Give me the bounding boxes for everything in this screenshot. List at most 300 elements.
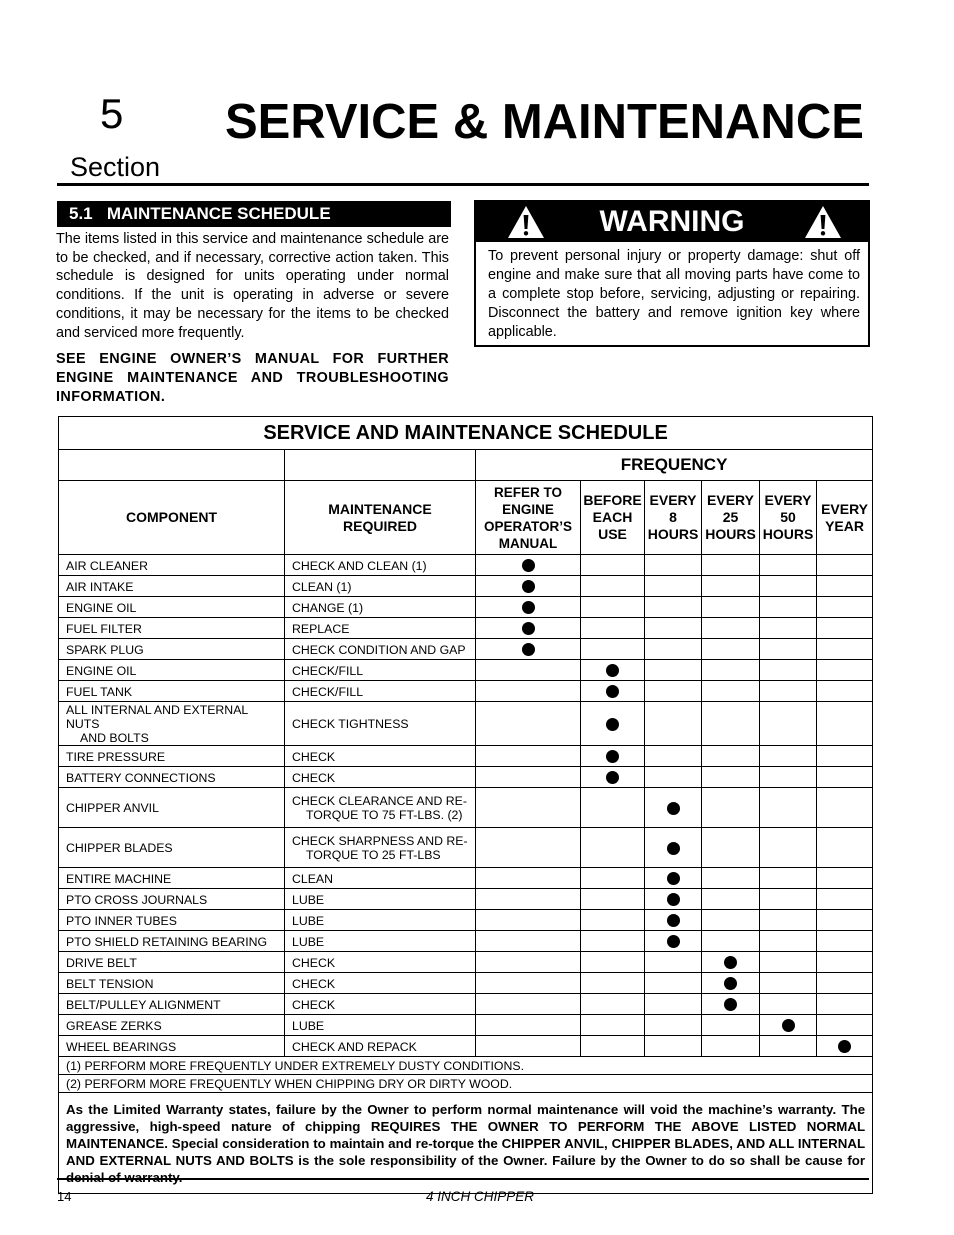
maintenance-cell	[285, 994, 476, 1015]
frequency-cell	[476, 1015, 581, 1036]
maintenance-cell	[285, 1015, 476, 1036]
frequency-cell	[581, 952, 645, 973]
frequency-cell	[581, 931, 645, 952]
component-cell	[59, 910, 285, 931]
component-text: CHIPPER ANVIL	[66, 801, 159, 815]
filled-circle-icon	[724, 998, 737, 1011]
frequency-cell	[476, 868, 581, 889]
frequency-cell	[581, 973, 645, 994]
column-header-component: COMPONENT	[59, 481, 285, 555]
frequency-cell	[645, 618, 702, 639]
table-row	[59, 889, 873, 910]
filled-circle-icon	[606, 664, 619, 677]
maintenance-text: CHECK	[292, 955, 336, 970]
page-number: 14	[57, 1189, 72, 1204]
frequency-cell	[702, 931, 760, 952]
frequency-cell	[581, 1015, 645, 1036]
maintenance-cell	[285, 639, 476, 660]
frequency-cell	[581, 828, 645, 868]
table-row	[59, 1036, 873, 1057]
filled-circle-icon	[606, 718, 619, 731]
table-row	[59, 1015, 873, 1036]
column-header-frequency-line: EVERY	[821, 500, 869, 517]
maintenance-text: CHECK/FILL	[292, 684, 364, 699]
subsection-number: 5.1	[69, 204, 93, 223]
component-cell	[59, 767, 285, 788]
maintenance-text: CHECK AND REPACK	[292, 1039, 417, 1054]
warning-triangle-icon	[804, 205, 842, 239]
filled-circle-icon	[667, 893, 680, 906]
maintenance-cell	[285, 555, 476, 576]
maintenance-cell	[285, 1036, 476, 1057]
column-header-frequency-line: EVERY	[764, 492, 812, 508]
component-text: AIR CLEANER	[66, 558, 149, 573]
filled-circle-icon	[667, 802, 680, 815]
component-text: AND BOLTS	[80, 731, 149, 745]
frequency-cell	[817, 767, 873, 788]
frequency-cell	[760, 746, 817, 767]
frequency-cell	[581, 702, 645, 746]
frequency-cell	[645, 910, 702, 931]
component-cell	[59, 597, 285, 618]
filled-circle-icon	[606, 750, 619, 763]
component-text: WHEEL BEARINGS	[66, 1039, 177, 1054]
frequency-cell	[817, 994, 873, 1015]
frequency-cell	[645, 1015, 702, 1036]
table-row	[59, 746, 873, 767]
component-text: ENGINE OIL	[66, 663, 137, 678]
maintenance-text: LUBE	[292, 1018, 325, 1033]
column-header-frequency	[702, 481, 760, 555]
component-text: BELT TENSION	[66, 976, 154, 991]
column-header-frequency-line: EVERY	[649, 492, 697, 508]
frequency-cell	[817, 828, 873, 868]
frequency-cell	[817, 681, 873, 702]
frequency-cell	[581, 994, 645, 1015]
frequency-cell	[760, 660, 817, 681]
frequency-cell	[645, 952, 702, 973]
frequency-cell	[645, 931, 702, 952]
maintenance-text: CHECK	[292, 749, 336, 764]
frequency-cell	[645, 681, 702, 702]
maintenance-text: CHECK CONDITION AND GAP	[292, 642, 466, 657]
frequency-cell	[476, 576, 581, 597]
maintenance-cell	[285, 576, 476, 597]
schedule-title: SERVICE AND MAINTENANCE SCHEDULE	[59, 417, 873, 450]
column-header-frequency	[760, 481, 817, 555]
maintenance-cell	[285, 660, 476, 681]
filled-circle-icon	[522, 601, 535, 614]
component-cell	[59, 828, 285, 868]
frequency-cell	[817, 639, 873, 660]
maintenance-cell	[285, 788, 476, 828]
frequency-cell	[645, 788, 702, 828]
column-header-frequency-line: YEAR	[825, 517, 864, 534]
frequency-cell	[760, 931, 817, 952]
frequency-cell	[476, 931, 581, 952]
frequency-cell	[645, 868, 702, 889]
frequency-cell	[817, 931, 873, 952]
frequency-cell	[476, 746, 581, 767]
frequency-cell	[645, 639, 702, 660]
column-header-frequency-line: HOURS	[705, 526, 756, 542]
frequency-cell	[476, 660, 581, 681]
component-cell	[59, 889, 285, 910]
maintenance-text: CHECK	[292, 976, 336, 991]
filled-circle-icon	[606, 685, 619, 698]
maintenance-cell	[285, 973, 476, 994]
filled-circle-icon	[782, 1019, 795, 1032]
frequency-cell	[817, 788, 873, 828]
product-name: 4 INCH CHIPPER	[425, 1189, 535, 1204]
column-header-frequency	[476, 481, 581, 555]
frequency-cell	[645, 767, 702, 788]
table-row	[59, 994, 873, 1015]
maintenance-cell	[285, 952, 476, 973]
frequency-cell	[760, 868, 817, 889]
component-text: BELT/PULLEY ALIGNMENT	[66, 997, 221, 1012]
header-rule	[57, 183, 869, 186]
frequency-cell	[760, 597, 817, 618]
frequency-cell	[581, 576, 645, 597]
frequency-cell	[476, 952, 581, 973]
filled-circle-icon	[522, 622, 535, 635]
component-cell	[59, 1036, 285, 1057]
component-cell	[59, 660, 285, 681]
frequency-cell	[581, 746, 645, 767]
frequency-cell	[581, 597, 645, 618]
table-row	[59, 618, 873, 639]
table-row	[59, 767, 873, 788]
footnote: (2) PERFORM MORE FREQUENTLY WHEN CHIPPING DRY OR DIRTY WOOD.	[59, 1075, 873, 1093]
frequency-cell	[760, 639, 817, 660]
maintenance-cell	[285, 746, 476, 767]
frequency-cell	[702, 555, 760, 576]
maintenance-text: CHECK TIGHTNESS	[292, 717, 409, 731]
filled-circle-icon	[667, 914, 680, 927]
column-header-frequency-line: 25	[722, 509, 739, 525]
column-header-maintenance	[285, 481, 476, 555]
frequency-cell	[476, 555, 581, 576]
footnote: (1) PERFORM MORE FREQUENTLY UNDER EXTREMELY DUSTY CONDITIONS.	[59, 1057, 873, 1075]
table-row	[59, 952, 873, 973]
frequency-cell	[581, 1036, 645, 1057]
filled-circle-icon	[522, 580, 535, 593]
component-text: ALL INTERNAL AND EXTERNAL NUTS	[66, 703, 248, 731]
warning-box	[474, 200, 870, 347]
warranty-note: As the Limited Warranty states, failure by the Owner to perform normal maintenance will void the machine’s warranty. The aggressive, high-speed nature of chipping REQUIRES THE OWNER TO PERFORM THE ABOVE LISTED NORMAL MAINTENANCE. Special consideration to maintain and re-torque the CHIPPER ANVIL, CHIPPER BLADES, AND ALL INTERNAL AND EXTERNAL NUTS AND BOLTS is the sole responsibility of the Owner. Failure by the Owner to do so shall be cause for	[59, 1093, 873, 1194]
frequency-cell	[760, 889, 817, 910]
maintenance-cell	[285, 868, 476, 889]
frequency-cell	[817, 576, 873, 597]
blank-header-cell	[285, 450, 476, 481]
component-cell	[59, 681, 285, 702]
table-row	[59, 788, 873, 828]
frequency-cell	[645, 660, 702, 681]
frequency-cell	[702, 597, 760, 618]
maintenance-cell	[285, 767, 476, 788]
component-cell	[59, 576, 285, 597]
filled-circle-icon	[724, 977, 737, 990]
filled-circle-icon	[667, 842, 680, 855]
frequency-cell	[760, 994, 817, 1015]
component-text: PTO CROSS JOURNALS	[66, 892, 208, 907]
component-cell	[59, 639, 285, 660]
maintenance-text: CHECK AND CLEAN (1)	[292, 558, 427, 573]
maintenance-cell	[285, 618, 476, 639]
frequency-cell	[702, 889, 760, 910]
frequency-cell	[581, 767, 645, 788]
frequency-cell	[760, 555, 817, 576]
engine-manual-note: SEE ENGINE OWNER’S MANUAL FOR FURTHER ENGINE MAINTENANCE AND TROUBLESHOOTING INFORMATION.	[56, 351, 449, 405]
maintenance-text: CHANGE (1)	[292, 600, 364, 615]
frequency-cell	[581, 660, 645, 681]
maintenance-text: CHECK/FILL	[292, 663, 364, 678]
warning-title: WARNING	[599, 205, 745, 238]
frequency-cell	[817, 952, 873, 973]
intro-paragraph: The items listed in this service and maintenance schedule are to be checked, and if necessary, corrective action taken. This schedule is designed for units operating under normal conditions. If the unit is operating in adverse or severe conditions, it may be necessary for the items to be checked and serviced more frequently.	[56, 231, 449, 341]
filled-circle-icon	[667, 872, 680, 885]
frequency-cell	[476, 910, 581, 931]
frequency-cell	[702, 1036, 760, 1057]
table-row	[59, 681, 873, 702]
maintenance-cell	[285, 681, 476, 702]
column-header-frequency-line: USE	[598, 526, 627, 542]
frequency-cell	[476, 828, 581, 868]
column-header-frequency-line: REFER TO	[493, 484, 562, 500]
section-label: Section	[70, 152, 161, 182]
column-header-frequency	[645, 481, 702, 555]
column-header-frequency-line: EACH	[592, 509, 633, 525]
frequency-cell	[817, 618, 873, 639]
frequency-cell	[702, 681, 760, 702]
frequency-cell	[645, 702, 702, 746]
component-text: DRIVE BELT	[66, 955, 137, 970]
component-text: PTO INNER TUBES	[66, 913, 177, 928]
component-text: SPARK PLUG	[66, 642, 144, 657]
column-header-frequency-line: HOURS	[762, 526, 814, 542]
table-row	[59, 828, 873, 868]
page-title: SERVICE & MAINTENANCE	[225, 95, 864, 149]
frequency-cell	[817, 868, 873, 889]
frequency-cell	[476, 702, 581, 746]
component-text: AIR INTAKE	[66, 579, 134, 594]
frequency-cell	[645, 828, 702, 868]
maintenance-schedule-table	[58, 416, 873, 1194]
frequency-cell	[581, 788, 645, 828]
component-text: GREASE ZERKS	[66, 1018, 162, 1033]
frequency-cell	[645, 994, 702, 1015]
frequency-cell	[817, 1015, 873, 1036]
frequency-cell	[581, 889, 645, 910]
blank-header-cell	[59, 450, 285, 481]
component-text: TIRE PRESSURE	[66, 749, 166, 764]
frequency-cell	[645, 555, 702, 576]
column-header-frequency-line: MANUAL	[498, 535, 558, 551]
frequency-cell	[581, 555, 645, 576]
table-row	[59, 597, 873, 618]
frequency-cell	[645, 746, 702, 767]
frequency-cell	[817, 660, 873, 681]
frequency-cell	[702, 1015, 760, 1036]
frequency-cell	[817, 889, 873, 910]
frequency-cell	[476, 889, 581, 910]
maintenance-text: CLEAN (1)	[292, 579, 352, 594]
maintenance-text: TORQUE TO 75 FT-LBS. (2)	[306, 808, 463, 822]
frequency-cell	[760, 1015, 817, 1036]
column-header-frequency-line: HOURS	[647, 526, 699, 542]
frequency-cell	[702, 660, 760, 681]
frequency-cell	[760, 952, 817, 973]
column-header-frequency-line: OPERATOR’S	[483, 518, 572, 534]
maintenance-text: CHECK SHARPNESS AND RE-	[292, 834, 468, 848]
frequency-cell	[702, 994, 760, 1015]
frequency-cell	[817, 702, 873, 746]
frequency-cell	[476, 639, 581, 660]
frequency-cell	[645, 973, 702, 994]
frequency-cell	[476, 618, 581, 639]
column-header-frequency-line: 50	[780, 509, 796, 525]
column-header-frequency-line: BEFORE	[583, 492, 642, 508]
maintenance-text: CHECK CLEARANCE AND RE-	[292, 794, 467, 808]
maintenance-text: CLEAN	[292, 871, 334, 886]
frequency-cell	[702, 702, 760, 746]
component-cell	[59, 973, 285, 994]
frequency-cell	[760, 767, 817, 788]
frequency-cell	[581, 868, 645, 889]
table-row	[59, 868, 873, 889]
component-cell	[59, 788, 285, 828]
component-cell	[59, 1015, 285, 1036]
frequency-cell	[760, 681, 817, 702]
frequency-cell	[760, 576, 817, 597]
component-cell	[59, 994, 285, 1015]
frequency-cell	[476, 994, 581, 1015]
frequency-cell	[645, 1036, 702, 1057]
component-text: CHIPPER BLADES	[66, 841, 173, 855]
maintenance-cell	[285, 702, 476, 746]
frequency-cell	[702, 767, 760, 788]
maintenance-cell	[285, 889, 476, 910]
filled-circle-icon	[724, 956, 737, 969]
component-cell	[59, 931, 285, 952]
column-header-frequency-line: 8	[669, 509, 677, 525]
frequency-cell	[702, 639, 760, 660]
frequency-cell	[476, 681, 581, 702]
frequency-cell	[702, 576, 760, 597]
frequency-cell	[702, 746, 760, 767]
maintenance-cell	[285, 910, 476, 931]
component-cell	[59, 868, 285, 889]
frequency-cell	[476, 597, 581, 618]
filled-circle-icon	[667, 935, 680, 948]
component-text: FUEL TANK	[66, 684, 133, 699]
subsection-title: MAINTENANCE SCHEDULE	[106, 204, 331, 223]
maintenance-cell	[285, 931, 476, 952]
frequency-cell	[760, 788, 817, 828]
frequency-cell	[476, 1036, 581, 1057]
filled-circle-icon	[522, 559, 535, 572]
frequency-cell	[476, 788, 581, 828]
component-text: ENTIRE MACHINE	[66, 871, 172, 886]
component-cell	[59, 618, 285, 639]
frequency-cell	[581, 618, 645, 639]
maintenance-text: LUBE	[292, 913, 325, 928]
component-text: ENGINE OIL	[66, 600, 137, 615]
table-row	[59, 639, 873, 660]
frequency-cell	[476, 767, 581, 788]
filled-circle-icon	[522, 643, 535, 656]
maintenance-text: CHECK	[292, 770, 336, 785]
column-header-maintenance-line: MAINTENANCE	[328, 500, 432, 517]
warning-header	[476, 202, 868, 242]
table-row	[59, 702, 873, 746]
frequency-cell	[702, 828, 760, 868]
frequency-cell	[645, 597, 702, 618]
frequency-cell	[702, 618, 760, 639]
table-row	[59, 660, 873, 681]
frequency-cell	[581, 910, 645, 931]
maintenance-cell	[285, 597, 476, 618]
table-row	[59, 931, 873, 952]
maintenance-text: REPLACE	[292, 621, 350, 636]
filled-circle-icon	[606, 771, 619, 784]
maintenance-text: LUBE	[292, 892, 325, 907]
frequency-cell	[760, 1036, 817, 1057]
frequency-cell	[645, 889, 702, 910]
table-row	[59, 576, 873, 597]
frequency-cell	[645, 576, 702, 597]
frequency-cell	[817, 597, 873, 618]
frequency-cell	[817, 555, 873, 576]
frequency-cell	[760, 618, 817, 639]
component-text: BATTERY CONNECTIONS	[66, 770, 216, 785]
frequency-cell	[476, 973, 581, 994]
component-cell	[59, 555, 285, 576]
component-text: FUEL FILTER	[66, 621, 142, 636]
maintenance-text: LUBE	[292, 934, 325, 949]
component-text: PTO SHIELD RETAINING BEARING	[66, 934, 268, 949]
frequency-cell	[702, 868, 760, 889]
maintenance-text: CHECK	[292, 997, 336, 1012]
warning-text: To prevent personal injury or property damage: shut off engine and make sure that all moving parts have come to a complete stop before, servicing, adjusting or repairing. Disconnect the battery and remove ignition key where applicable.	[488, 248, 860, 340]
component-cell	[59, 702, 285, 746]
table-row	[59, 555, 873, 576]
footer-rule	[57, 1178, 869, 1180]
maintenance-cell	[285, 828, 476, 868]
filled-circle-icon	[838, 1040, 851, 1053]
frequency-cell	[817, 973, 873, 994]
frequency-cell	[760, 973, 817, 994]
frequency-cell	[702, 910, 760, 931]
maintenance-text: TORQUE TO 25 FT-LBS	[306, 848, 441, 862]
frequency-cell	[581, 639, 645, 660]
frequency-cell	[760, 828, 817, 868]
subsection-heading	[57, 201, 451, 227]
frequency-cell	[702, 788, 760, 828]
column-header-frequency	[581, 481, 645, 555]
frequency-cell	[760, 910, 817, 931]
section-number: 5	[100, 90, 124, 137]
table-row	[59, 910, 873, 931]
column-header-frequency-line: EVERY	[707, 492, 754, 508]
table-row	[59, 973, 873, 994]
column-header-frequency-line: ENGINE	[502, 501, 554, 517]
component-cell	[59, 746, 285, 767]
column-header-frequency	[817, 481, 873, 555]
component-cell	[59, 952, 285, 973]
frequency-header: FREQUENCY	[476, 450, 873, 481]
